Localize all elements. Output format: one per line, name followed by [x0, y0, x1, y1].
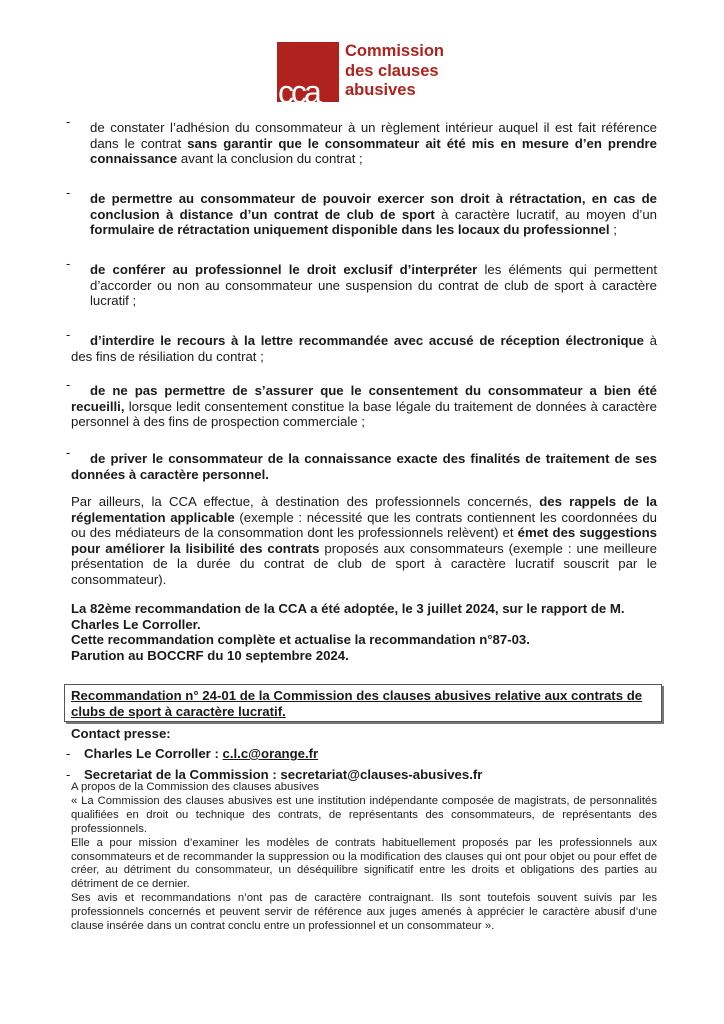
contact-name: Secretariat de la Commission : — [84, 767, 281, 782]
clause-item — [90, 191, 657, 238]
text-run: (exemple : nécessité que les contrats contiennent les coordonnées du ou des médiateurs de la consommation dont les professionnels relèvent) et — [71, 509, 657, 541]
about-paragraph: Ses avis et recommandations n’ont pas de caractère contraignant. Ils sont toutefois souvent suivis par les professionnels concernés et peuvent servir de référence aux juges amenés à apprécier le caractère abusif d’une clause insérée dans un contrat conclu entre un professionnel et un consommateur ». — [71, 892, 657, 933]
logo-mark — [277, 42, 339, 102]
bullet-dash: - — [66, 185, 71, 200]
bold-text-run: d’interdire le recours à la lettre recommandée avec accusé de réception électronique — [90, 333, 644, 348]
text-run: lorsque ledit consentement constitue la base légale du traitement de données à caractère personnel à des fins de prospection commerciale ; — [71, 398, 657, 430]
contact-title: Contact presse: — [71, 726, 171, 741]
bold-text-run: de conférer au professionnel le droit exclusif d’interpréter — [90, 262, 478, 277]
logo-acronym: cca — [278, 74, 319, 102]
text-run: Par ailleurs, la CCA effectue, à destination des professionnels concernés, — [71, 494, 540, 509]
recommendation-box — [64, 684, 662, 722]
adoption-line: Parution au BOCCRF du 10 septembre 2024. — [71, 647, 349, 663]
bullet-dash: - — [66, 377, 71, 392]
bold-text-run: de ne pas permettre de s’assurer que le consentement du consommateur a bien été recueilli, — [71, 383, 657, 414]
clause-item — [90, 262, 657, 309]
adoption-line: La 82ème recommandation de la CCA a été adoptée, le 3 juillet 2024, sur le rapport de M. — [71, 601, 625, 616]
bullet-dash: - — [66, 445, 71, 460]
logo-line-3: abusives — [345, 81, 416, 99]
bullet-dash: - — [66, 327, 71, 342]
bold-text-run: formulaire de rétractation uniquement disponible dans les locaux du professionnel — [90, 222, 610, 238]
cca-reminders-paragraph — [71, 494, 657, 588]
bold-text-run: émet des suggestions pour améliorer la lisibilité des contrats — [71, 525, 657, 556]
contact-item — [66, 746, 318, 761]
adoption-line: Cette recommandation complète et actualise la recommandation n°87-03. — [71, 632, 530, 648]
recommendation-link[interactable]: Recommandation n° 24-01 de la Commission des clauses abusives relative aux contrats de clubs de sport à caractère lucratif. — [71, 688, 643, 719]
clause-item — [71, 383, 657, 430]
clause-item — [71, 451, 657, 482]
about-section — [71, 781, 657, 934]
text-run: à des fins de résiliation du contrat ; — [71, 333, 658, 364]
about-heading: A propos de la Commission des clauses abusives — [71, 781, 320, 793]
bullet-dash: - — [66, 256, 71, 271]
bold-text-run: des rappels de la réglementation applicable — [71, 494, 657, 525]
contact-item — [66, 767, 482, 782]
text-run: de constater l’adhésion du consommateur à un règlement intérieur auquel il est fait référence dans le contrat — [90, 120, 657, 151]
contact-name: Charles Le Corroller : — [84, 746, 223, 761]
clause-item — [90, 120, 657, 167]
bold-text-run: sans garantir que le consommateur ait été mis en mesure d’en prendre connaissance — [90, 135, 657, 167]
logo-line-2: des clauses — [345, 61, 439, 80]
bullet-dash: - — [66, 767, 71, 782]
contact-email: secretariat@clauses-abusives.fr — [280, 767, 483, 782]
text-run: à caractère lucratif, au moyen d’un — [434, 206, 658, 222]
logo-line-1: Commission — [345, 42, 445, 60]
bullet-dash: - — [66, 746, 71, 761]
text-run: proposés aux consommateurs (exemple : une meilleure présentation de la durée du contrat de club de sport à caractère lucratif souscrit par le consommateur). — [71, 540, 657, 587]
adoption-line: Charles Le Corroller. — [71, 616, 201, 632]
contact-email-link[interactable]: c.l.c@orange.fr — [222, 746, 319, 761]
adoption-block — [71, 601, 661, 663]
about-paragraph: Elle a pour mission d’examiner les modèles de contrats habituellement proposés par les professionnels aux consommateurs et de recommander la suppression ou la modification des clauses qui ont pour objet ou pour effet de créer, au détriment du consommateur, un déséquilibre significatif entre les droits et obligations des parties au détriment de ce dernier. — [71, 836, 657, 891]
about-paragraph: « La Commission des clauses abusives est une institution indépendante composée de magistrats, de personnalités qualifiées en droit ou technique des contrats, de représentants des consommateurs, de représentants des professionnels. — [71, 794, 657, 835]
text-run: ; — [609, 222, 617, 238]
clause-item — [71, 333, 657, 364]
bold-text-run: de permettre au consommateur de pouvoir exercer son droit à rétractation, en cas de conclusion à distance d’un contrat de club de sport — [90, 191, 657, 222]
text-run: avant la conclusion du contrat ; — [177, 151, 363, 167]
logo-wordmark — [345, 42, 444, 101]
bold-text-run: de priver le consommateur de la connaissance exacte des finalités de traitement de ses données à caractère personnel. — [71, 451, 657, 482]
bullet-dash: - — [66, 114, 71, 129]
cca-logo — [277, 42, 444, 102]
text-run: les éléments qui permettent d’accorder ou non au consommateur une suspension du contrat de club de sport à caractère lucratif ; — [90, 262, 657, 309]
